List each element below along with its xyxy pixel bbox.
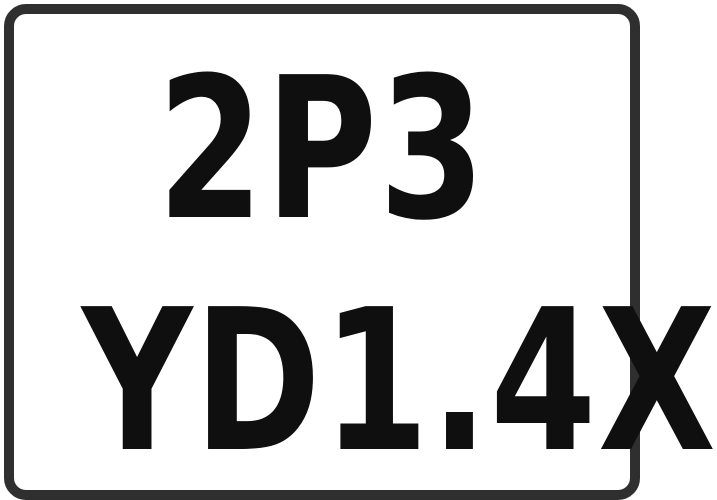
plate-face <box>14 14 717 496</box>
license-plate <box>4 4 717 500</box>
plate-line-bottom: YD1.4X <box>81 268 717 496</box>
plate-line-top: 2P3 <box>157 36 487 264</box>
